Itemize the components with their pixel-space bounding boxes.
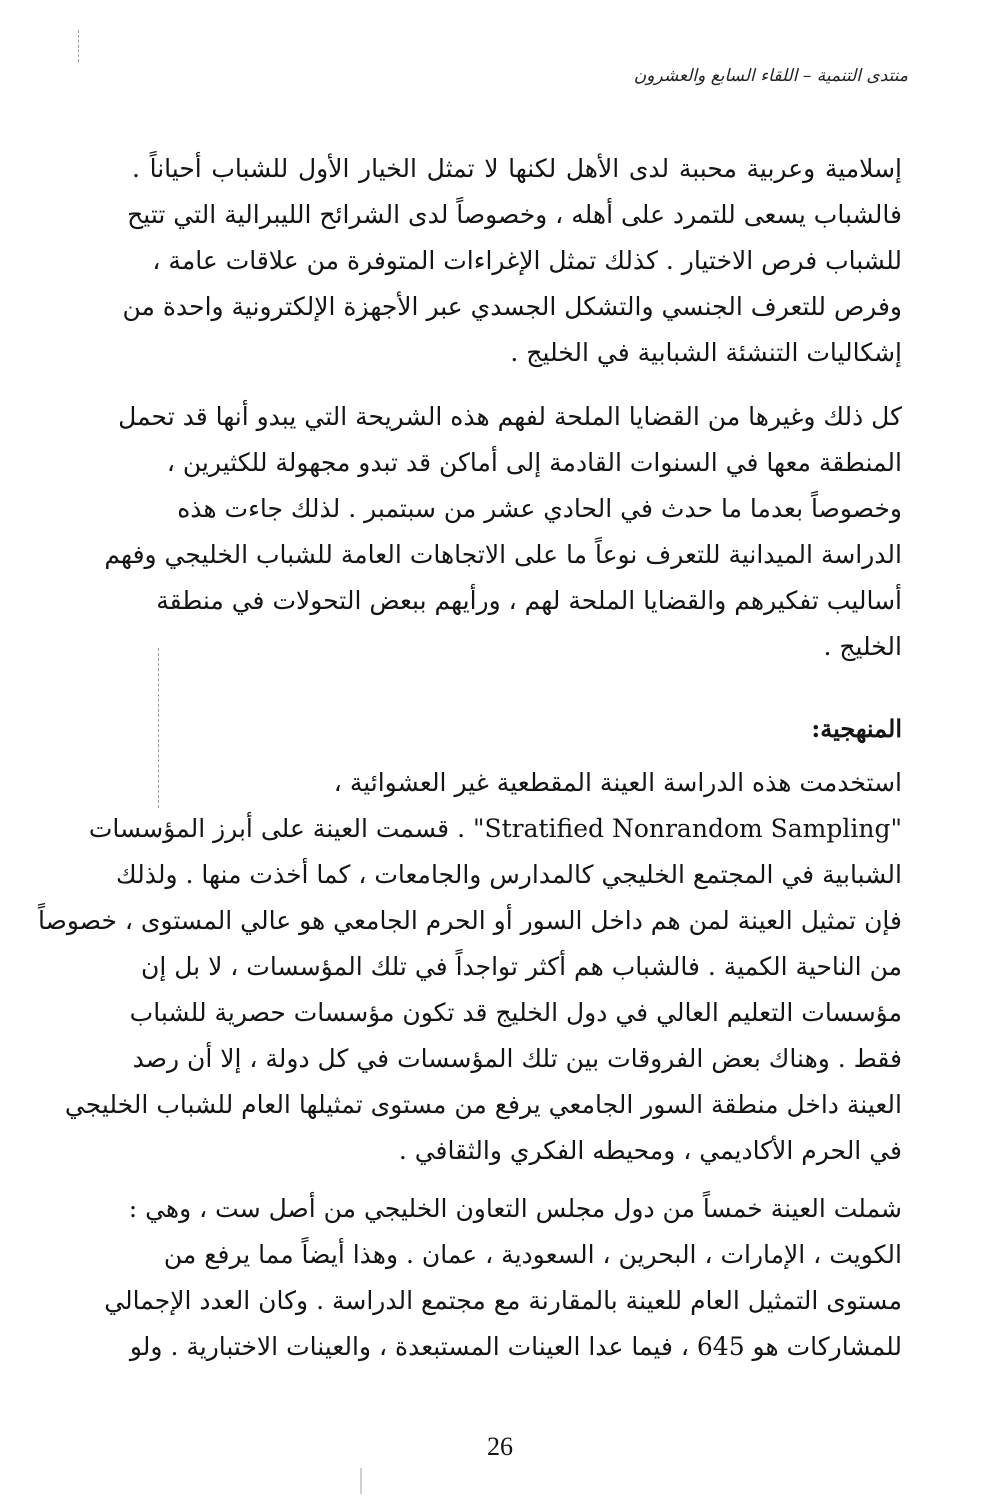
paragraph-line: للمشاركات هو 645 ، فيما عدا العينات المستبعدة ، والعينات الاختبارية . ولو — [129, 1332, 902, 1361]
paragraph-line: للشباب فرص الاختيار . كذلك تمثل الإغراءات المتوفرة من علاقات عامة ، — [152, 246, 902, 275]
section-heading: المنهجية: — [811, 714, 902, 743]
paragraph-line: "Stratified Nonrandom Sampling" . قسمت العينة على أبرز المؤسسات — [88, 814, 902, 843]
paragraph-line: العينة داخل منطقة السور الجامعي يرفع من مستوى تمثيلها العام للشباب الخليجي — [64, 1090, 902, 1119]
paragraph-line: الشبابية في المجتمع الخليجي كالمدارس والجامعات ، كما أخذت منها . ولذلك — [116, 860, 902, 889]
paragraph-3 — [38, 760, 902, 1174]
page-number: 26 — [487, 1432, 513, 1461]
paragraph-line: مؤسسات التعليم العالي في دول الخليج قد تكون مؤسسات حصرية للشباب — [129, 998, 902, 1027]
paragraph-line: فالشباب يسعى للتمرد على أهله ، وخصوصاً لدى الشرائح الليبرالية التي تتيح — [127, 200, 902, 229]
scan-artifact-mark — [78, 30, 79, 62]
scan-artifact-mark — [360, 1468, 362, 1494]
paragraph-line: مستوى التمثيل العام للعينة بالمقارنة مع مجتمع الدراسة . وكان العدد الإجمالي — [104, 1286, 902, 1315]
paragraph-line: الدراسة الميدانية للتعرف نوعاً ما على الاتجاهات العامة للشباب الخليجي وفهم — [104, 540, 902, 569]
paragraph-2 — [104, 394, 902, 670]
paragraph-line: فقط . وهناك بعض الفروقات بين تلك المؤسسات في كل دولة ، إلا أن رصد — [132, 1044, 902, 1073]
paragraph-4 — [104, 1186, 902, 1370]
paragraph-line: إشكاليات التنشئة الشبابية في الخليج . — [510, 338, 902, 367]
paragraph-line: وفرص للتعرف الجنسي والتشكل الجسدي عبر الأجهزة الإلكترونية واحدة من — [122, 292, 902, 321]
paragraph-line: أساليب تفكيرهم والقضايا الملحة لهم ، ورأيهم ببعض التحولات في منطقة — [156, 586, 902, 615]
paragraph-line: الخليج . — [823, 632, 902, 661]
paragraph-line: الكويت ، الإمارات ، البحرين ، السعودية ، عمان . وهذا أيضاً مما يرفع من — [163, 1240, 902, 1269]
paragraph-line: المنطقة معها في السنوات القادمة إلى أماكن قد تبدو مجهولة للكثيرين ، — [166, 448, 902, 477]
paragraph-line: فإن تمثيل العينة لمن هم داخل السور أو الحرم الجامعي هو عالي المستوى ، خصوصاً — [38, 906, 902, 935]
running-header: منتدى التنمية – اللقاء السابع والعشرون — [633, 66, 908, 86]
scan-artifact-mark — [158, 648, 159, 808]
paragraph-line: كل ذلك وغيرها من القضايا الملحة لفهم هذه الشريحة التي يبدو أنها قد تحمل — [118, 402, 902, 431]
paragraph-line: استخدمت هذه الدراسة العينة المقطعية غير العشوائية ، — [333, 768, 902, 797]
paragraph-line: وخصوصاً بعدما ما حدث في الحادي عشر من سبتمبر . لذلك جاءت هذه — [177, 494, 902, 523]
paragraph-line: من الناحية الكمية . فالشباب هم أكثر تواجداً في تلك المؤسسات ، لا بل إن — [141, 952, 902, 981]
paragraph-line: شملت العينة خمساً من دول مجلس التعاون الخليجي من أصل ست ، وهي : — [128, 1194, 902, 1223]
paragraph-line: إسلامية وعربية محببة لدى الأهل لكنها لا تمثل الخيار الأول للشباب أحياناً . — [132, 154, 902, 183]
paragraph-line: في الحرم الأكاديمي ، ومحيطه الفكري والثقافي . — [398, 1136, 902, 1165]
paragraph-1 — [122, 146, 902, 376]
